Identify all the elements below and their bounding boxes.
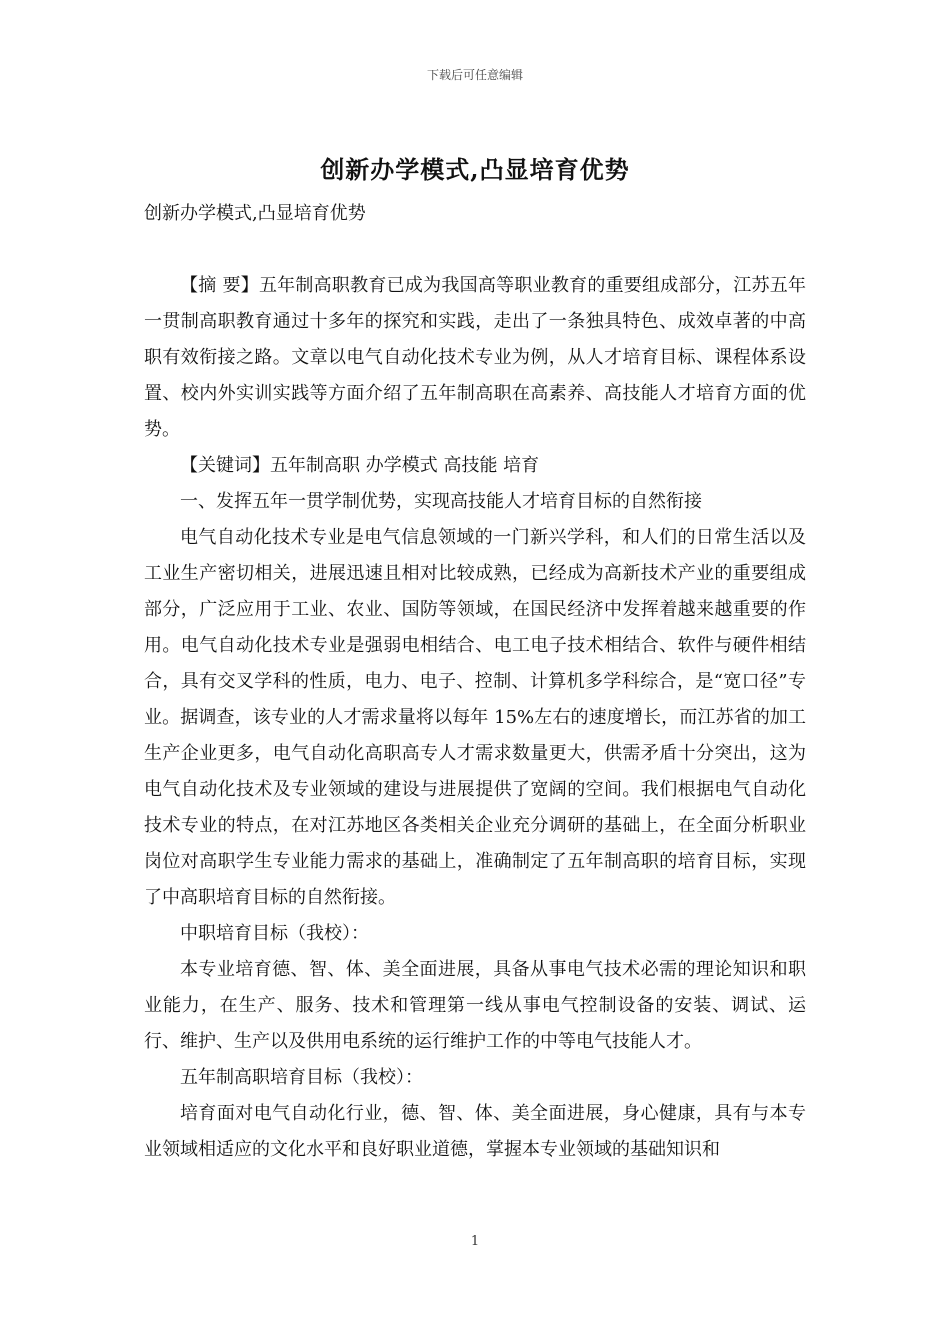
abstract-paragraph: 【摘 要】五年制高职教育已成为我国高等职业教育的重要组成部分，江苏五年一贯制高职教育通过十多年的探究和实践，走出了一条独具特色、成效卓著的中高职有效衔接之路。文章以电气自动化技术专业为例，从人才培育目标、课程体系设置、校内外实训实践等方面介绍了五年制高职在高素养、高技能人才培育方面的优势。 — [144, 275, 806, 440]
body-paragraph: 培育面对电气自动化行业，德、智、体、美全面进展，身心健康，具有与本专业领域相适应的文化水平和良好职业道德，掌握本专业领域的基础知识和 — [144, 1103, 806, 1160]
blank-line — [144, 232, 806, 268]
document-subtitle: 创新办学模式,凸显培育优势 — [144, 203, 366, 224]
document-body — [144, 196, 806, 1168]
section-heading-1: 一、发挥五年一贯学制优势，实现高技能人才培育目标的自然衔接 — [180, 491, 702, 512]
body-paragraph: 本专业培育德、智、体、美全面进展，具备从事电气技术必需的理论知识和职业能力，在生产、服务、技术和管理第一线从事电气控制设备的安装、调试、运行、维护、生产以及供用电系统的运行维护工作的中等电气技能人才。 — [144, 959, 806, 1052]
subheading-secondary-goal: 中职培育目标（我校）： — [180, 923, 369, 944]
page-number: 1 — [470, 1234, 480, 1249]
keywords-paragraph: 【关键词】五年制高职 办学模式 高技能 培育 — [180, 455, 540, 476]
document-title: 创新办学模式,凸显培育优势 — [320, 155, 630, 184]
header-note: 下载后可任意编辑 — [426, 68, 523, 82]
subheading-five-year-goal: 五年制高职培育目标（我校）： — [180, 1067, 423, 1088]
body-paragraph: 电气自动化技术专业是电气信息领域的一门新兴学科，和人们的日常生活以及工业生产密切相关，进展迅速且相对比较成熟，已经成为高新技术产业的重要组成部分，广泛应用于工业、农业、国防等领域，在国民经济中发挥着越来越重要的作用。电气自动化技术专业是强弱电相结合、电工电子技术相结合、软件与硬件相结合，具有交叉学科的性质，电力、电子、控制、计算机多学科综合，是“宽口径”专业。据调查，该专业的人才需求量将以每年 15%左右的速度增长，而江苏省的加工生产企业更多，电气自动化高职高专人才需求数量更大，供需矛盾十分突出，这为电气自动化技术及专业领域的建设与进展提供了宽阔的空间。我们根据电气自动化技术专业的特点，在对江苏地区各类相关企业充分调研的基础上，在全面分析职业岗位对高职学生专业能力需求的基础上，准确制定了五年制高职的培育目标，实现了中高职培育目标的自然衔接。 — [144, 527, 806, 908]
